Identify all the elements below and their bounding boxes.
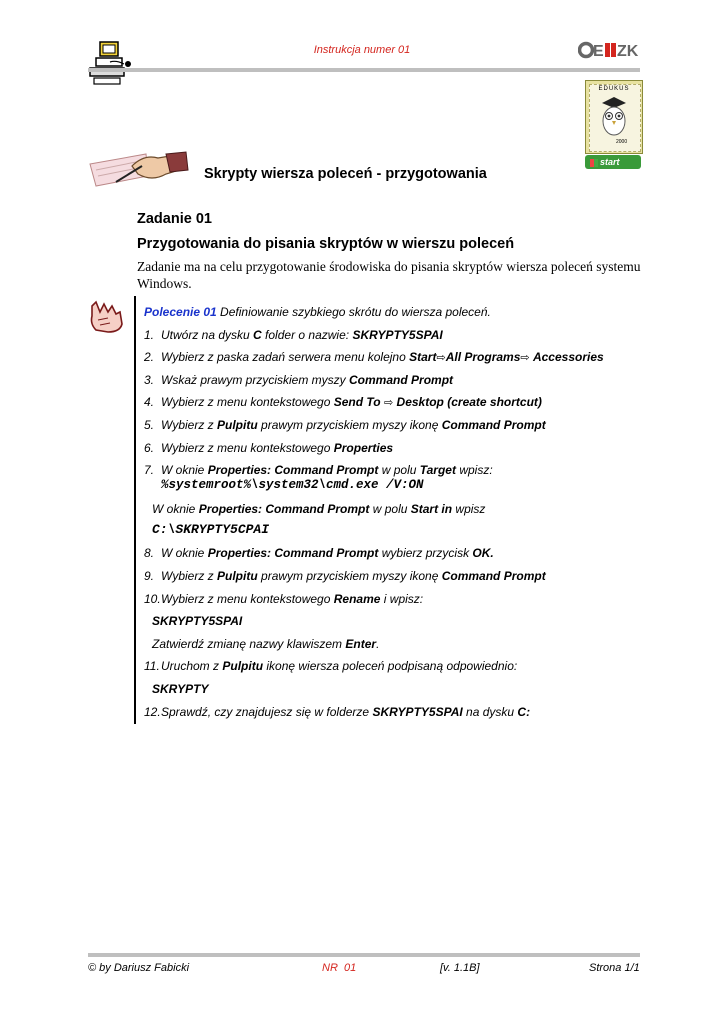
task-intro: Zadanie ma na celu przygotowanie środowiska do pisania skryptów wiersza poleceń systemu Windows. <box>137 259 641 291</box>
step-10: 10.Wybierz z menu kontekstowego Rename i wpisz: <box>144 592 424 606</box>
edukus-badge-label: EDUKUS <box>598 86 630 92</box>
step-4: 4. Wybierz z menu kontekstowego Send To ⇨ Desktop (create shortcut) <box>144 395 542 409</box>
pointing-hand-icon <box>86 300 126 334</box>
edukus-badge <box>585 80 643 168</box>
footer-page: Strona 1/1 <box>589 962 640 974</box>
step-11: 11.Uruchom z Pulpitu ikonę wiersza poleceń podpisaną odpowiednio: <box>144 659 518 673</box>
step-7-target-code: %systemroot%\system32\cmd.exe /V:ON <box>161 478 424 492</box>
step-7-start-in-code: C:\SKRYPTY5CPAI <box>152 522 270 537</box>
command-label: Polecenie 01 <box>144 305 217 319</box>
footer-number: NR 01 <box>322 962 357 974</box>
writing-hand-icon <box>86 148 190 190</box>
arrow-right-icon: ⇨ <box>520 352 530 364</box>
step-12: 12.Sprawdź, czy znajdujesz się w folderze SKRYPTY5SPAI na dysku C: <box>144 705 531 719</box>
arrow-right-icon: ⇨ <box>383 397 394 409</box>
task-subtitle: Przygotowania do pisania skryptów w wierszu poleceń <box>137 236 515 252</box>
footer-rule <box>88 953 640 957</box>
header-rule <box>88 68 640 72</box>
command-line <box>144 305 491 319</box>
edukus-badge-year: 2000 <box>616 139 628 145</box>
footer-version: [v. 1.1B] <box>440 962 480 974</box>
windows-flag-icon <box>590 159 598 167</box>
step-9: 9. Wybierz z Pulpitu prawym przyciskiem myszy ikonę Command Prompt <box>144 569 546 583</box>
step-10-confirm: Zatwierdź zmianę nazwy klawiszem Enter. <box>152 637 380 651</box>
steps-margin-rule <box>134 296 136 724</box>
svg-text:ZK: ZK <box>617 43 639 60</box>
step-7-start-in: W oknie Properties: Command Prompt w polu Start in wpisz <box>152 502 486 516</box>
step-3: 3. Wskaż prawym przyciskiem myszy Command Prompt <box>144 373 454 387</box>
start-button <box>585 155 641 169</box>
svg-text:E: E <box>593 43 604 60</box>
step-10-value: SKRYPTY5SPAI <box>152 614 243 628</box>
step-6: 6. Wybierz z menu kontekstowego Properties <box>144 441 394 455</box>
page-heading: Skrypty wiersza poleceń - przygotowania <box>204 166 487 182</box>
step-1: 1. Utwórz na dysku C folder o nazwie: SKRYPTY5SPAI <box>144 328 443 342</box>
task-title: Zadanie 01 <box>137 211 212 227</box>
step-8: 8. W oknie Properties: Command Prompt wybierz przycisk OK. <box>144 546 494 560</box>
owl-graduate-icon <box>598 95 630 139</box>
start-button-label: start <box>600 157 620 167</box>
step-5: 5. Wybierz z Pulpitu prawym przyciskiem myszy ikonę Command Prompt <box>144 418 546 432</box>
footer-author: © by Dariusz Fabicki <box>88 962 190 974</box>
step-2: 2. Wybierz z paska zadań serwera menu kolejno Start⇨All Programs⇨ Accessories <box>144 350 604 364</box>
command-text: Definiowanie szybkiego skrótu do wiersza poleceń. <box>216 305 491 319</box>
oeiizk-logo <box>578 40 642 60</box>
step-11-value: SKRYPTY <box>152 682 209 696</box>
document-header-title: Instrukcja numer 01 <box>313 44 411 56</box>
arrow-right-icon: ⇨ <box>436 352 446 364</box>
step-7: 7. W oknie Properties: Command Prompt w polu Target wpisz: <box>144 463 493 477</box>
